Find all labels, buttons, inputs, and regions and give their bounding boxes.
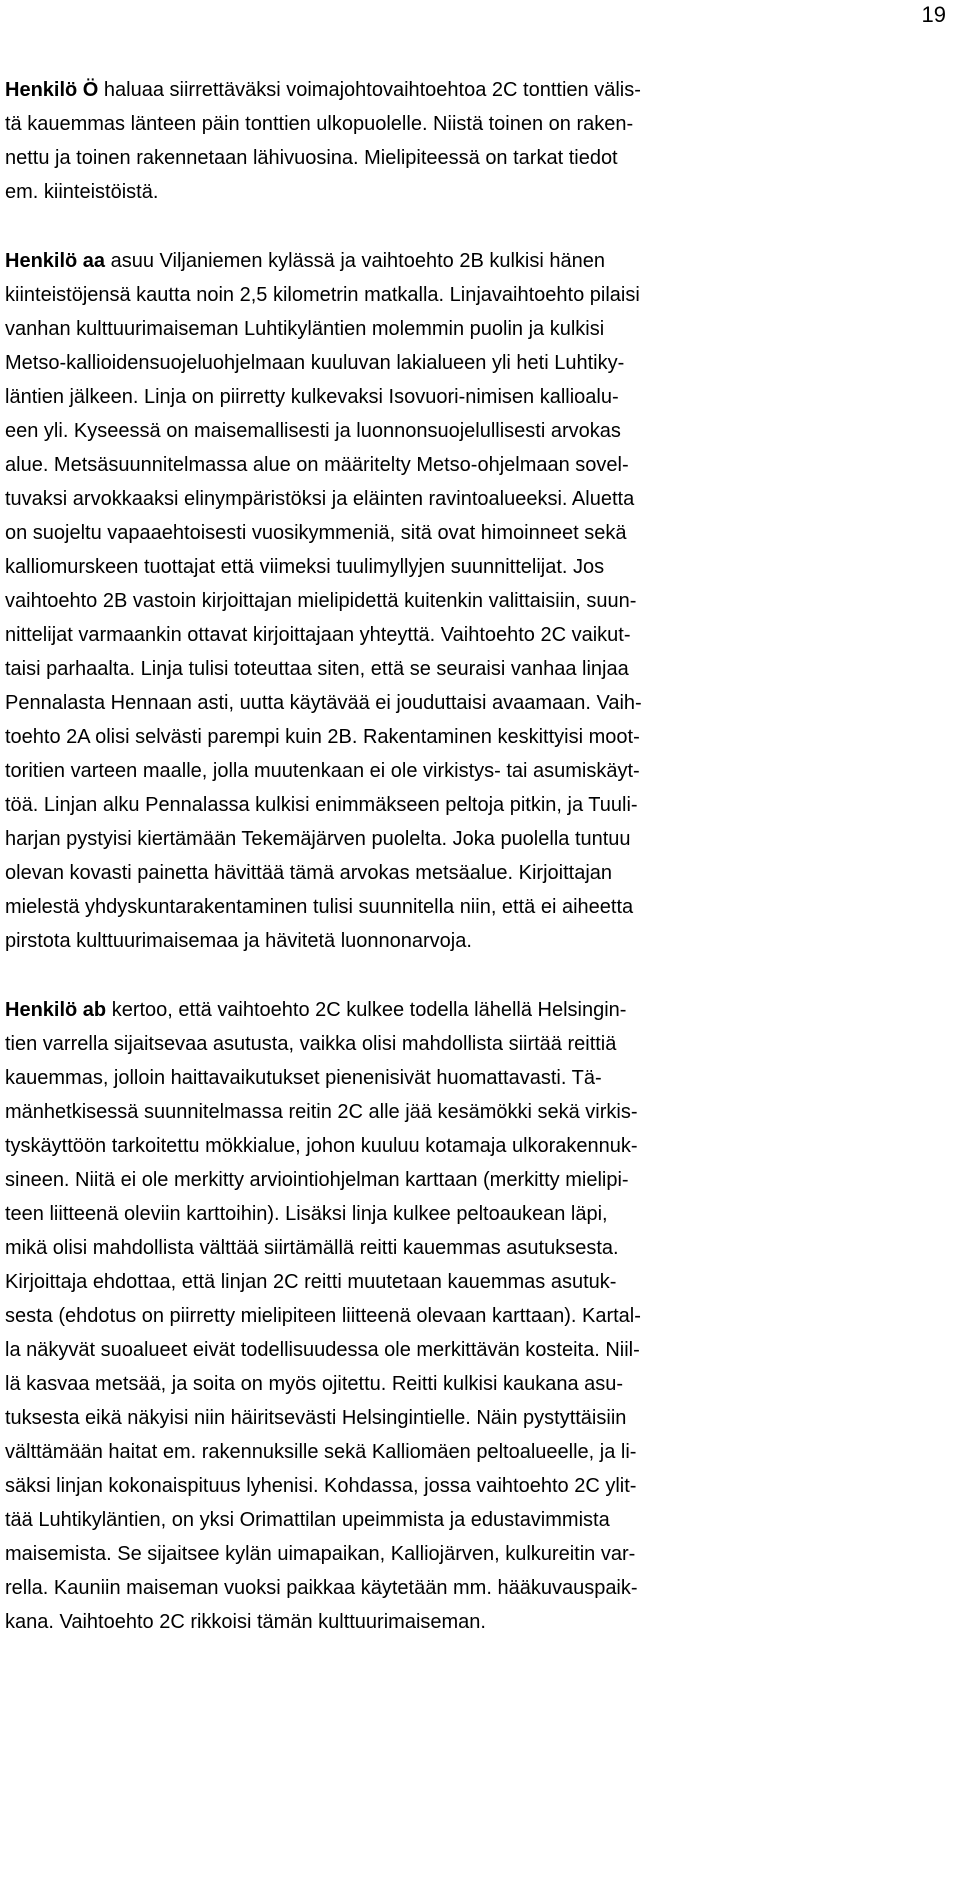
text-line: olevan kovasti painetta hävittää tämä arvokas metsäalue. Kirjoittajan <box>5 862 613 884</box>
text-line: kana. Vaihtoehto 2C rikkoisi tämän kulttuurimaiseman. <box>5 1611 486 1633</box>
text-line: nittelijat varmaankin ottavat kirjoittajaan yhteyttä. Vaihtoehto 2C vaikut- <box>5 624 631 646</box>
text-line: rella. Kauniin maiseman vuoksi paikkaa käytetään mm. hääkuvauspaik- <box>5 1577 638 1599</box>
text-line: tuksesta eikä näkyisi niin häiritsevästi Helsingintielle. Näin pystyttäisiin <box>5 1407 627 1429</box>
text-line: taisi parhaalta. Linja tulisi toteuttaa siten, että se seuraisi vanhaa linjaa <box>5 658 629 680</box>
text-line: välttämään haitat em. rakennuksille sekä Kalliomäen peltoalueelle, ja li- <box>5 1441 637 1463</box>
speaker-name: Henkilö Ö <box>5 79 99 101</box>
text-line: alue. Metsäsuunnitelmassa alue on määritelty Metso-ohjelmaan sovel- <box>5 454 629 476</box>
text-line: tyskäyttöön tarkoitettu mökkialue, johon kuuluu kotamaja ulkorakennuk- <box>5 1135 638 1157</box>
text-line: Kirjoittaja ehdottaa, että linjan 2C reitti muutetaan kauemmas asutuk- <box>5 1271 617 1293</box>
text-line: kiinteistöjensä kautta noin 2,5 kilometrin matkalla. Linjavaihtoehto pilaisi <box>5 284 640 306</box>
text-line: kauemmas, jolloin haittavaikutukset pienenisivät huomattavasti. Tä- <box>5 1067 602 1089</box>
text-line: em. kiinteistöistä. <box>5 181 159 203</box>
text-line: tä kauemmas länteen päin tonttien ulkopuolelle. Niistä toinen on raken- <box>5 113 634 135</box>
text-line: toritien varteen maalle, jolla muutenkaan ei ole virkistys- tai asumiskäyt- <box>5 760 640 782</box>
text-line: mänhetkisessä suunnitelmassa reitin 2C alle jää kesämökki sekä virkis- <box>5 1101 638 1123</box>
text-line: lä kasvaa metsää, ja soita on myös ojitettu. Reitti kulkisi kaukana asu- <box>5 1373 624 1395</box>
speaker-name: Henkilö aa <box>5 250 106 272</box>
text-line: on suojeltu vapaaehtoisesti vuosikymmeniä, sitä ovat himoinneet sekä <box>5 522 627 544</box>
text-line: nettu ja toinen rakennetaan lähivuosina. Mielipiteessä on tarkat tiedot <box>5 147 618 169</box>
text-line: la näkyvät suoalueet eivät todellisuudessa ole merkittävän kosteita. Niil- <box>5 1339 640 1361</box>
text-line: tien varrella sijaitsevaa asutusta, vaikka olisi mahdollista siirtää reittiä <box>5 1033 617 1055</box>
text-line: Metso-kallioidensuojeluohjelmaan kuuluvan lakialueen yli heti Luhtiky- <box>5 352 625 374</box>
text-line: toehto 2A olisi selvästi parempi kuin 2B. Rakentaminen keskittyisi moot- <box>5 726 640 748</box>
paragraph-henkilo-aa <box>5 244 945 958</box>
text-line: tää Luhtikyläntien, on yksi Orimattilan upeimmista ja edustavimmista <box>5 1509 610 1531</box>
line-text: asuu Viljaniemen kylässä ja vaihtoehto 2B kulkisi hänen <box>105 250 605 272</box>
page-number: 19 <box>921 2 946 27</box>
speaker-name: Henkilö ab <box>5 999 107 1021</box>
text-line: läntien jälkeen. Linja on piirretty kulkevaksi Isovuori-nimisen kallioalu- <box>5 386 619 408</box>
line-text: kertoo, että vaihtoehto 2C kulkee todella lähellä Helsingin- <box>106 999 627 1021</box>
line-text: haluaa siirrettäväksi voimajohtovaihtoehtoa 2C tonttien välis- <box>98 79 641 101</box>
text-line: Pennalasta Hennaan asti, uutta käytävää ei jouduttaisi avaamaan. Vaih- <box>5 692 642 714</box>
text-line: vanhan kulttuurimaiseman Luhtikyläntien molemmin puolin ja kulkisi <box>5 318 605 340</box>
paragraph-henkilo-o <box>5 73 945 209</box>
text-line: pirstota kulttuurimaisemaa ja hävitetä luonnonarvoja. <box>5 930 472 952</box>
text-line: tuvaksi arvokkaaksi elinympäristöksi ja eläinten ravintoalueeksi. Aluetta <box>5 488 635 510</box>
text-line <box>5 993 945 1027</box>
text-line <box>5 73 945 107</box>
text-line: sineen. Niitä ei ole merkitty arviointiohjelman karttaan (merkitty mielipi- <box>5 1169 629 1191</box>
paragraph-henkilo-ab <box>5 993 945 1639</box>
text-line: töä. Linjan alku Pennalassa kulkisi enimmäkseen peltoja pitkin, ja Tuuli- <box>5 794 638 816</box>
text-line <box>5 244 945 278</box>
text-line: harjan pystyisi kiertämään Tekemäjärven puolelta. Joka puolella tuntuu <box>5 828 631 850</box>
text-line: maisemista. Se sijaitsee kylän uimapaikan, Kalliojärven, kulkureitin var- <box>5 1543 636 1565</box>
text-line: vaihtoehto 2B vastoin kirjoittajan mielipidettä kuitenkin valittaisiin, suun- <box>5 590 637 612</box>
document-body <box>5 73 945 1639</box>
text-line: teen liitteenä oleviin karttoihin). Lisäksi linja kulkee peltoaukean läpi, <box>5 1203 608 1225</box>
text-line: sesta (ehdotus on piirretty mielipiteen liitteenä olevaan karttaan). Kartal- <box>5 1305 641 1327</box>
text-line: mielestä yhdyskuntarakentaminen tulisi suunnitella niin, että ei aiheetta <box>5 896 634 918</box>
text-line: mikä olisi mahdollista välttää siirtämällä reitti kauemmas asutuksesta. <box>5 1237 619 1259</box>
text-line: säksi linjan kokonaispituus lyhenisi. Kohdassa, jossa vaihtoehto 2C ylit- <box>5 1475 637 1497</box>
text-line: een yli. Kyseessä on maisemallisesti ja luonnonsuojelullisesti arvokas <box>5 420 621 442</box>
text-line: kalliomurskeen tuottajat että viimeksi tuulimyllyjen suunnittelijat. Jos <box>5 556 605 578</box>
